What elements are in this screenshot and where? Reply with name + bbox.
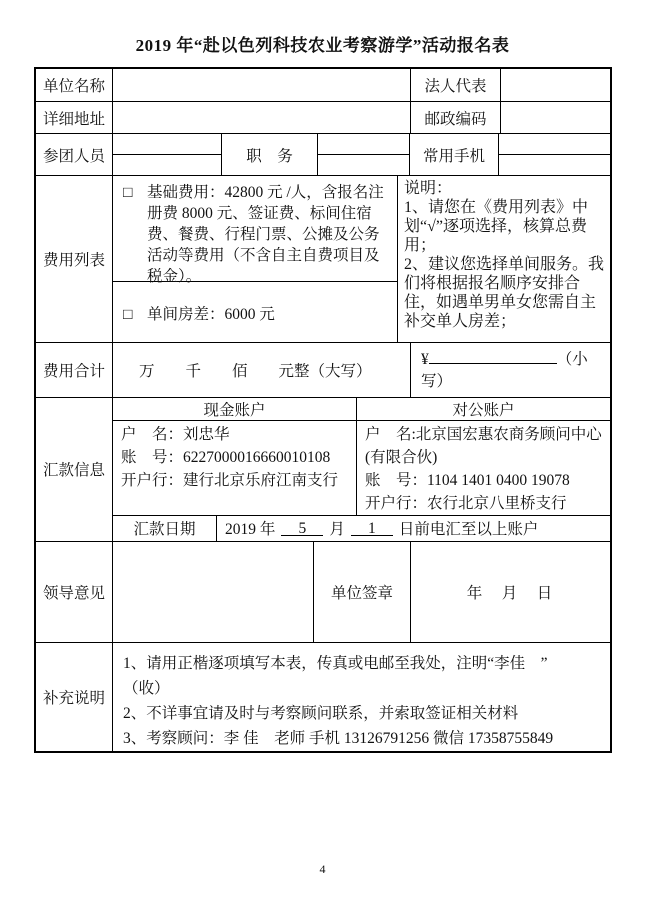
- input-job-titles: [318, 134, 410, 175]
- cash-account-info: [113, 421, 357, 515]
- remittance-date-row: [113, 516, 610, 541]
- supplement-line-3: 2、不详事宜请及时与考察顾问联系，并索取签证相关材料: [123, 705, 519, 723]
- input-amount-figures[interactable]: [429, 350, 557, 364]
- label-fee-total: 费用合计: [36, 343, 113, 397]
- row-fee-list: [36, 176, 610, 343]
- cash-account-name: 户 名：刘忠华: [121, 426, 230, 444]
- input-participant-name-2[interactable]: [113, 155, 221, 175]
- remit-date-value: [217, 516, 610, 541]
- page-number: 4: [319, 862, 326, 876]
- label-unit-name: 单位名称: [36, 69, 113, 101]
- row-unit-name: [36, 69, 610, 102]
- input-job-title-1[interactable]: [318, 134, 409, 155]
- label-postal-code: 邮政编码: [411, 102, 501, 134]
- input-address[interactable]: [113, 102, 411, 134]
- corporate-account-number: 账 号：1104 1401 0400 19078: [365, 472, 570, 490]
- single-room-fee-text: 单间房差：6000 元: [147, 306, 275, 324]
- header-corporate-account: 对公账户: [452, 401, 515, 419]
- cash-account-bank: 开户行：建行北京乐府江南支行: [121, 472, 339, 490]
- input-remit-day[interactable]: 1: [351, 520, 393, 536]
- input-postal-code[interactable]: [501, 102, 610, 134]
- input-mobile-phones: [499, 134, 610, 175]
- input-participant-names: [113, 134, 222, 175]
- supplement-line-1: 1、请用正楷逐项填写本表，传真或电邮至我处，注明“李佳 ”: [123, 655, 548, 673]
- label-mobile-phone: 常用手机: [410, 134, 499, 175]
- fee-options: [113, 176, 398, 342]
- label-fee-list: 费用列表: [36, 176, 113, 342]
- checkbox-base-fee-icon[interactable]: □: [123, 184, 133, 202]
- form-title: 2019 年“赴以色列科技农业考察游学”活动报名表: [135, 36, 510, 55]
- supplement-line-2: （收）: [123, 680, 170, 698]
- remittance-account-bodies: [113, 421, 610, 516]
- header-cash-account: 现金账户: [113, 398, 357, 420]
- base-fee-text: 基础费用：42800 元 /人，含报名注册费 8000 元、签证费、标间住宿费、餐费、行程门票、公摊及公务活动等费用（不含自主自费项目及税金）。: [147, 184, 384, 286]
- corporate-account-bank: 开户行：农行北京八里桥支行: [365, 495, 567, 513]
- label-leader-opinion: 领导意见: [36, 542, 113, 642]
- input-remit-month[interactable]: 5: [281, 520, 323, 536]
- remit-date-suffix: 日前电汇至以上账户: [398, 521, 539, 539]
- label-job-title: 职 务: [222, 134, 318, 175]
- input-mobile-phone-1[interactable]: [499, 134, 610, 155]
- label-participants: 参团人员: [36, 134, 113, 175]
- input-mobile-phone-2[interactable]: [499, 155, 610, 175]
- fee-notes-title: 说明：: [404, 180, 453, 198]
- row-fee-total: [36, 343, 610, 398]
- supplement-line-4: 3、考察顾问：李 佳 老师 手机 13126791256 微信 17358755849: [123, 730, 554, 748]
- fee-notes: [398, 176, 610, 342]
- supplement-notes: [113, 643, 610, 751]
- cash-account-number: 账 号：6227000016660010108: [121, 449, 331, 467]
- row-participants: [36, 134, 610, 176]
- fee-option-single-room: [113, 282, 397, 342]
- label-remittance: 汇款信息: [36, 398, 113, 541]
- row-address: [36, 102, 610, 135]
- checkbox-single-room-icon[interactable]: □: [123, 306, 133, 324]
- label-unit-seal: 单位签章: [314, 542, 411, 642]
- amount-figures-suffix: （小写）: [421, 351, 588, 391]
- remittance-account-headers: [113, 398, 610, 421]
- total-amount-figures: [411, 343, 610, 397]
- row-leader-opinion: [36, 542, 610, 643]
- leader-sign-date: 年 月 日: [466, 584, 555, 602]
- fee-option-base: [113, 176, 397, 286]
- corporate-account-info: [357, 421, 610, 515]
- corporate-account-name: 户 名:北京国宏惠农商务顾问中心(有限合伙): [365, 426, 602, 467]
- remit-month-unit: 月: [329, 521, 345, 539]
- input-job-title-2[interactable]: [318, 155, 409, 175]
- remit-date-prefix: 2019 年: [225, 521, 276, 539]
- total-amount-words: 万 千 佰 元整（大写）: [113, 343, 411, 397]
- input-leader-opinion[interactable]: [113, 542, 314, 642]
- fee-note-2: 2、建议您选择单间服务。我们将根据报名顺序安排合住，如遇单男单女您需自主补交单人房差；: [404, 256, 605, 331]
- input-unit-name[interactable]: [113, 69, 411, 101]
- remittance-details: [113, 398, 610, 541]
- row-remittance: [36, 398, 610, 542]
- label-remit-date: 汇款日期: [113, 516, 217, 541]
- fee-note-1: 1、请您在《费用列表》中划“√”逐项选择，核算总费用；: [404, 199, 589, 255]
- currency-symbol: ¥: [421, 351, 429, 369]
- label-legal-representative: 法人代表: [411, 69, 501, 101]
- input-legal-representative[interactable]: [501, 69, 610, 101]
- label-address: 详细地址: [36, 102, 113, 134]
- label-supplement: 补充说明: [36, 643, 113, 751]
- row-supplement: [36, 643, 610, 751]
- registration-form-table: [34, 67, 612, 753]
- input-participant-name-1[interactable]: [113, 134, 221, 155]
